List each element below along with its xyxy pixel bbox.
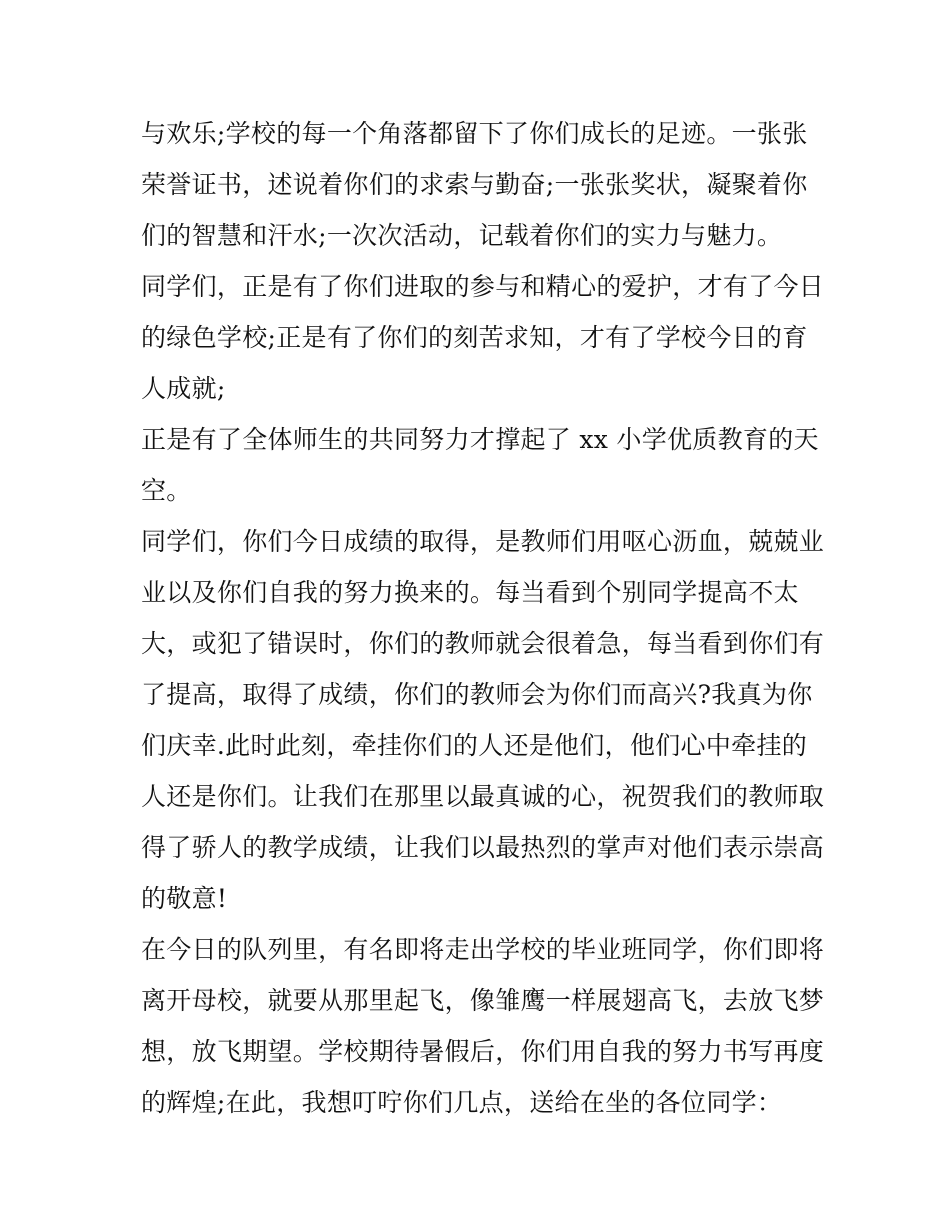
- text-line: 人还是你们。让我们在那里以最真诚的心，祝贺我们的教师取: [141, 782, 825, 811]
- text-line: 们的智慧和汗水;一次次活动，记载着你们的实力与魅力。: [141, 221, 783, 250]
- text-line: 想，放飞期望。学校期待暑假后，你们用自我的努力书写再度: [141, 1037, 825, 1066]
- text-line: 同学们，正是有了你们进取的参与和精心的爱护，才有了今日: [141, 272, 825, 301]
- text-line: 空。: [141, 476, 192, 505]
- text-line: 的绿色学校;正是有了你们的刻苦求知，才有了学校今日的育: [141, 323, 808, 352]
- text-line: 的辉煌;在此，我想叮咛你们几点，送给在坐的各位同学：: [141, 1088, 783, 1117]
- text-line: 的敬意!: [141, 884, 228, 913]
- text-line: 正是有了全体师生的共同努力才撑起了 xx 小学优质教育的天: [141, 425, 819, 454]
- text-line: 离开母校，就要从那里起飞，像雏鹰一样展翅高飞，去放飞梦: [141, 986, 825, 1015]
- body-text: [141, 108, 825, 1128]
- text-line: 与欢乐;学校的每一个角落都留下了你们成长的足迹。一张张: [141, 119, 808, 148]
- text-line: 人成就;: [141, 374, 226, 403]
- text-line: 同学们，你们今日成绩的取得，是教师们用呕心沥血，兢兢业: [141, 527, 825, 556]
- text-line: 荣誉证书，述说着你们的求索与勤奋;一张张奖状，凝聚着你: [141, 170, 808, 199]
- text-line: 了提高，取得了成绩，你们的教师会为你们而高兴?我真为你: [141, 680, 813, 709]
- text-line: 大，或犯了错误时，你们的教师就会很着急，每当看到你们有: [141, 629, 825, 658]
- text-line: 在今日的队列里，有名即将走出学校的毕业班同学，你们即将: [141, 935, 825, 964]
- text-line: 业以及你们自我的努力换来的。每当看到个别同学提高不太: [141, 578, 799, 607]
- text-line: 得了骄人的教学成绩，让我们以最热烈的掌声对他们表示崇高: [141, 833, 825, 862]
- text-line: 们庆幸.此时此刻，牵挂你们的人还是他们，他们心中牵挂的: [141, 731, 808, 760]
